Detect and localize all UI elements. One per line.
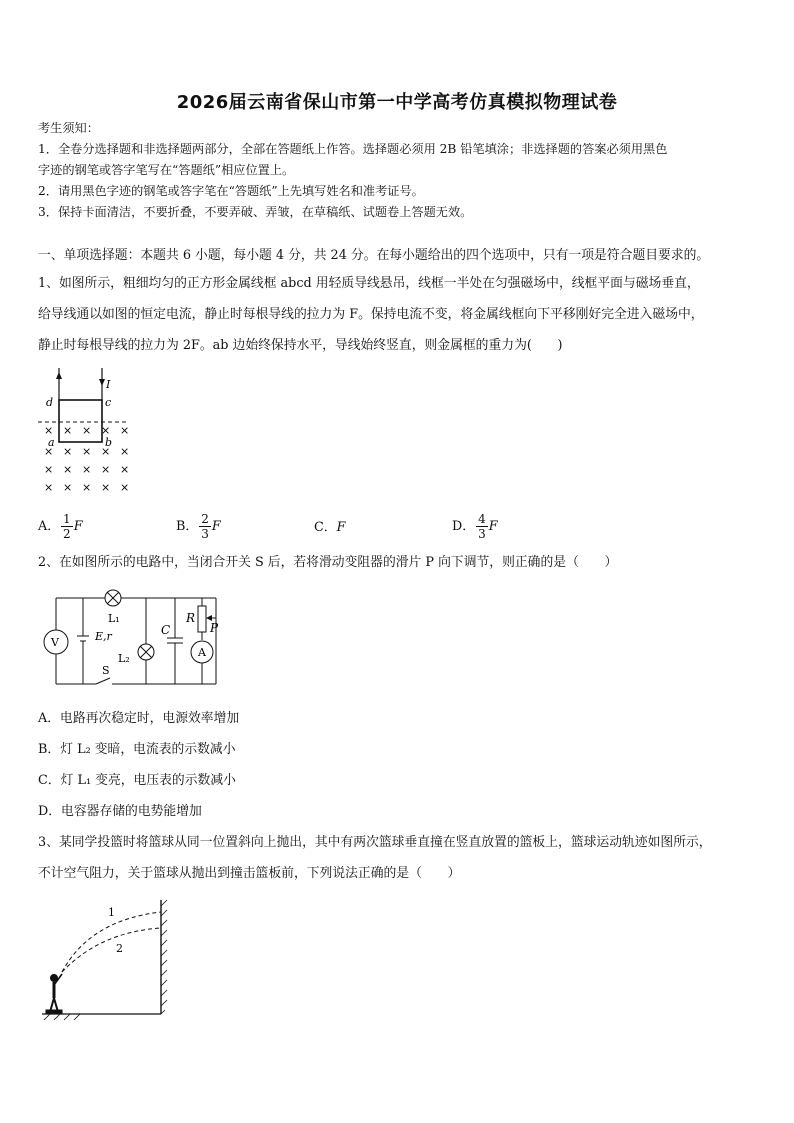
field-cross: × [44,424,54,437]
option-a[interactable]: A． $\frac{1}{2}$ F [38,512,83,541]
switch-label: S [102,664,110,677]
lamp-2-label: L₂ [118,652,130,665]
field-cross: × [44,481,54,494]
resistor-label: R [186,611,196,625]
option-c[interactable]: C．F [314,520,346,535]
circuit-diagram [38,586,228,690]
magnetic-frame-figure [36,366,146,502]
field-cross: × [101,424,111,437]
trajectory-2-label: 2 [116,942,123,955]
field-cross: × [82,481,92,494]
corner-label-a: a [48,436,55,449]
field-cross: × [82,445,92,458]
question-1-line: 静止时每根导线的拉力为 2F。ab 边始终保持水平，导线始终竖直，则金属框的重力为( ) [38,338,563,353]
lamp-1-label: L₁ [108,612,120,625]
slider-label: P [210,621,219,635]
option-a[interactable]: A．电路再次稳定时，电源效率增加 [38,711,240,726]
corner-label-d: d [46,396,54,409]
page-title: 2026届云南省保山市第一中学高考仿真模拟物理试卷 [176,92,618,113]
trajectory-1-label: 1 [108,906,115,919]
field-cross: × [120,424,130,437]
field-cross: × [120,463,130,476]
question-2-stem: 2、在如图所示的电路中，当闭合开关 S 后，若将滑动变阻器的滑片 P 向下调节，则正确的是（ ） [38,555,618,570]
notice-line: 1．全卷分选择题和非选择题两部分，全部在答题纸上作答。选择题必须用 2B 铅笔填涂；非选择题的答案必须用黑色 [38,142,668,156]
current-label: I [106,378,111,391]
field-cross: × [120,445,130,458]
question-3-line: 3、某同学投篮时将篮球从同一位置斜向上抛出，其中有两次篮球垂直撞在竖直放置的篮板上，篮球运动轨迹如图所示， [38,835,712,850]
field-cross: × [101,463,111,476]
question-1-line: 1、如图所示，粗细均匀的正方形金属线框 abcd 用轻质导线悬吊，线框一半处在匀强磁场中，线框平面与磁场垂直， [38,276,700,291]
corner-label-b: b [105,436,113,449]
notice-line: 2．请用黑色字迹的钢笔或答字笔在“答题纸”上先填写姓名和准考证号。 [38,184,424,198]
field-cross: × [63,445,73,458]
section-heading: 一、单项选择题：本题共 6 小题，每小题 4 分，共 24 分。在每小题给出的四个选项中，只有一项是符合题目要求的。 [38,248,710,263]
field-cross: × [44,445,54,458]
magnetic-field-crosses [44,424,129,494]
battery-label: E,r [95,630,112,643]
option-c[interactable]: C．灯 L₁ 变亮，电压表的示数减小 [38,773,236,788]
voltmeter-label: V [51,636,59,649]
option-d[interactable]: D．电容器存储的电势能增加 [38,804,202,819]
capacitor-label: C [161,623,171,637]
question-1-line: 给导线通以如图的恒定电流，静止时每根导线的拉力为 F。保持电流不变，将金属线框向下平移刚好完全进入磁场中， [38,307,704,322]
field-cross: × [63,424,73,437]
field-cross: × [63,463,73,476]
option-b[interactable]: B． $\frac{2}{3}$ F [176,512,221,541]
field-cross: × [82,463,92,476]
field-cross: × [44,463,54,476]
ammeter-label: A [198,646,206,659]
field-cross: × [120,481,130,494]
notice-line: 3．保持卡面清洁，不要折叠，不要弄破、弄皱，在草稿纸、试题卷上答题无效。 [38,205,473,219]
field-cross: × [101,445,111,458]
player-figure [46,974,62,1013]
corner-label-c: c [105,396,112,409]
option-d[interactable]: D． $\frac{4}{3}$ F [452,512,498,541]
question-3-line: 不计空气阻力，关于篮球从抛出到撞击篮板前，下列说法正确的是（ ） [38,866,461,881]
basketball-trajectory-figure [40,896,172,1024]
notice-heading: 考生须知： [38,121,99,135]
field-cross: × [82,424,92,437]
field-cross: × [101,481,111,494]
notice-line: 字迹的钢笔或答字笔写在“答题纸”相应位置上。 [38,163,295,177]
field-cross: × [63,481,73,494]
option-b[interactable]: B．灯 L₂ 变暗，电流表的示数减小 [38,742,236,757]
